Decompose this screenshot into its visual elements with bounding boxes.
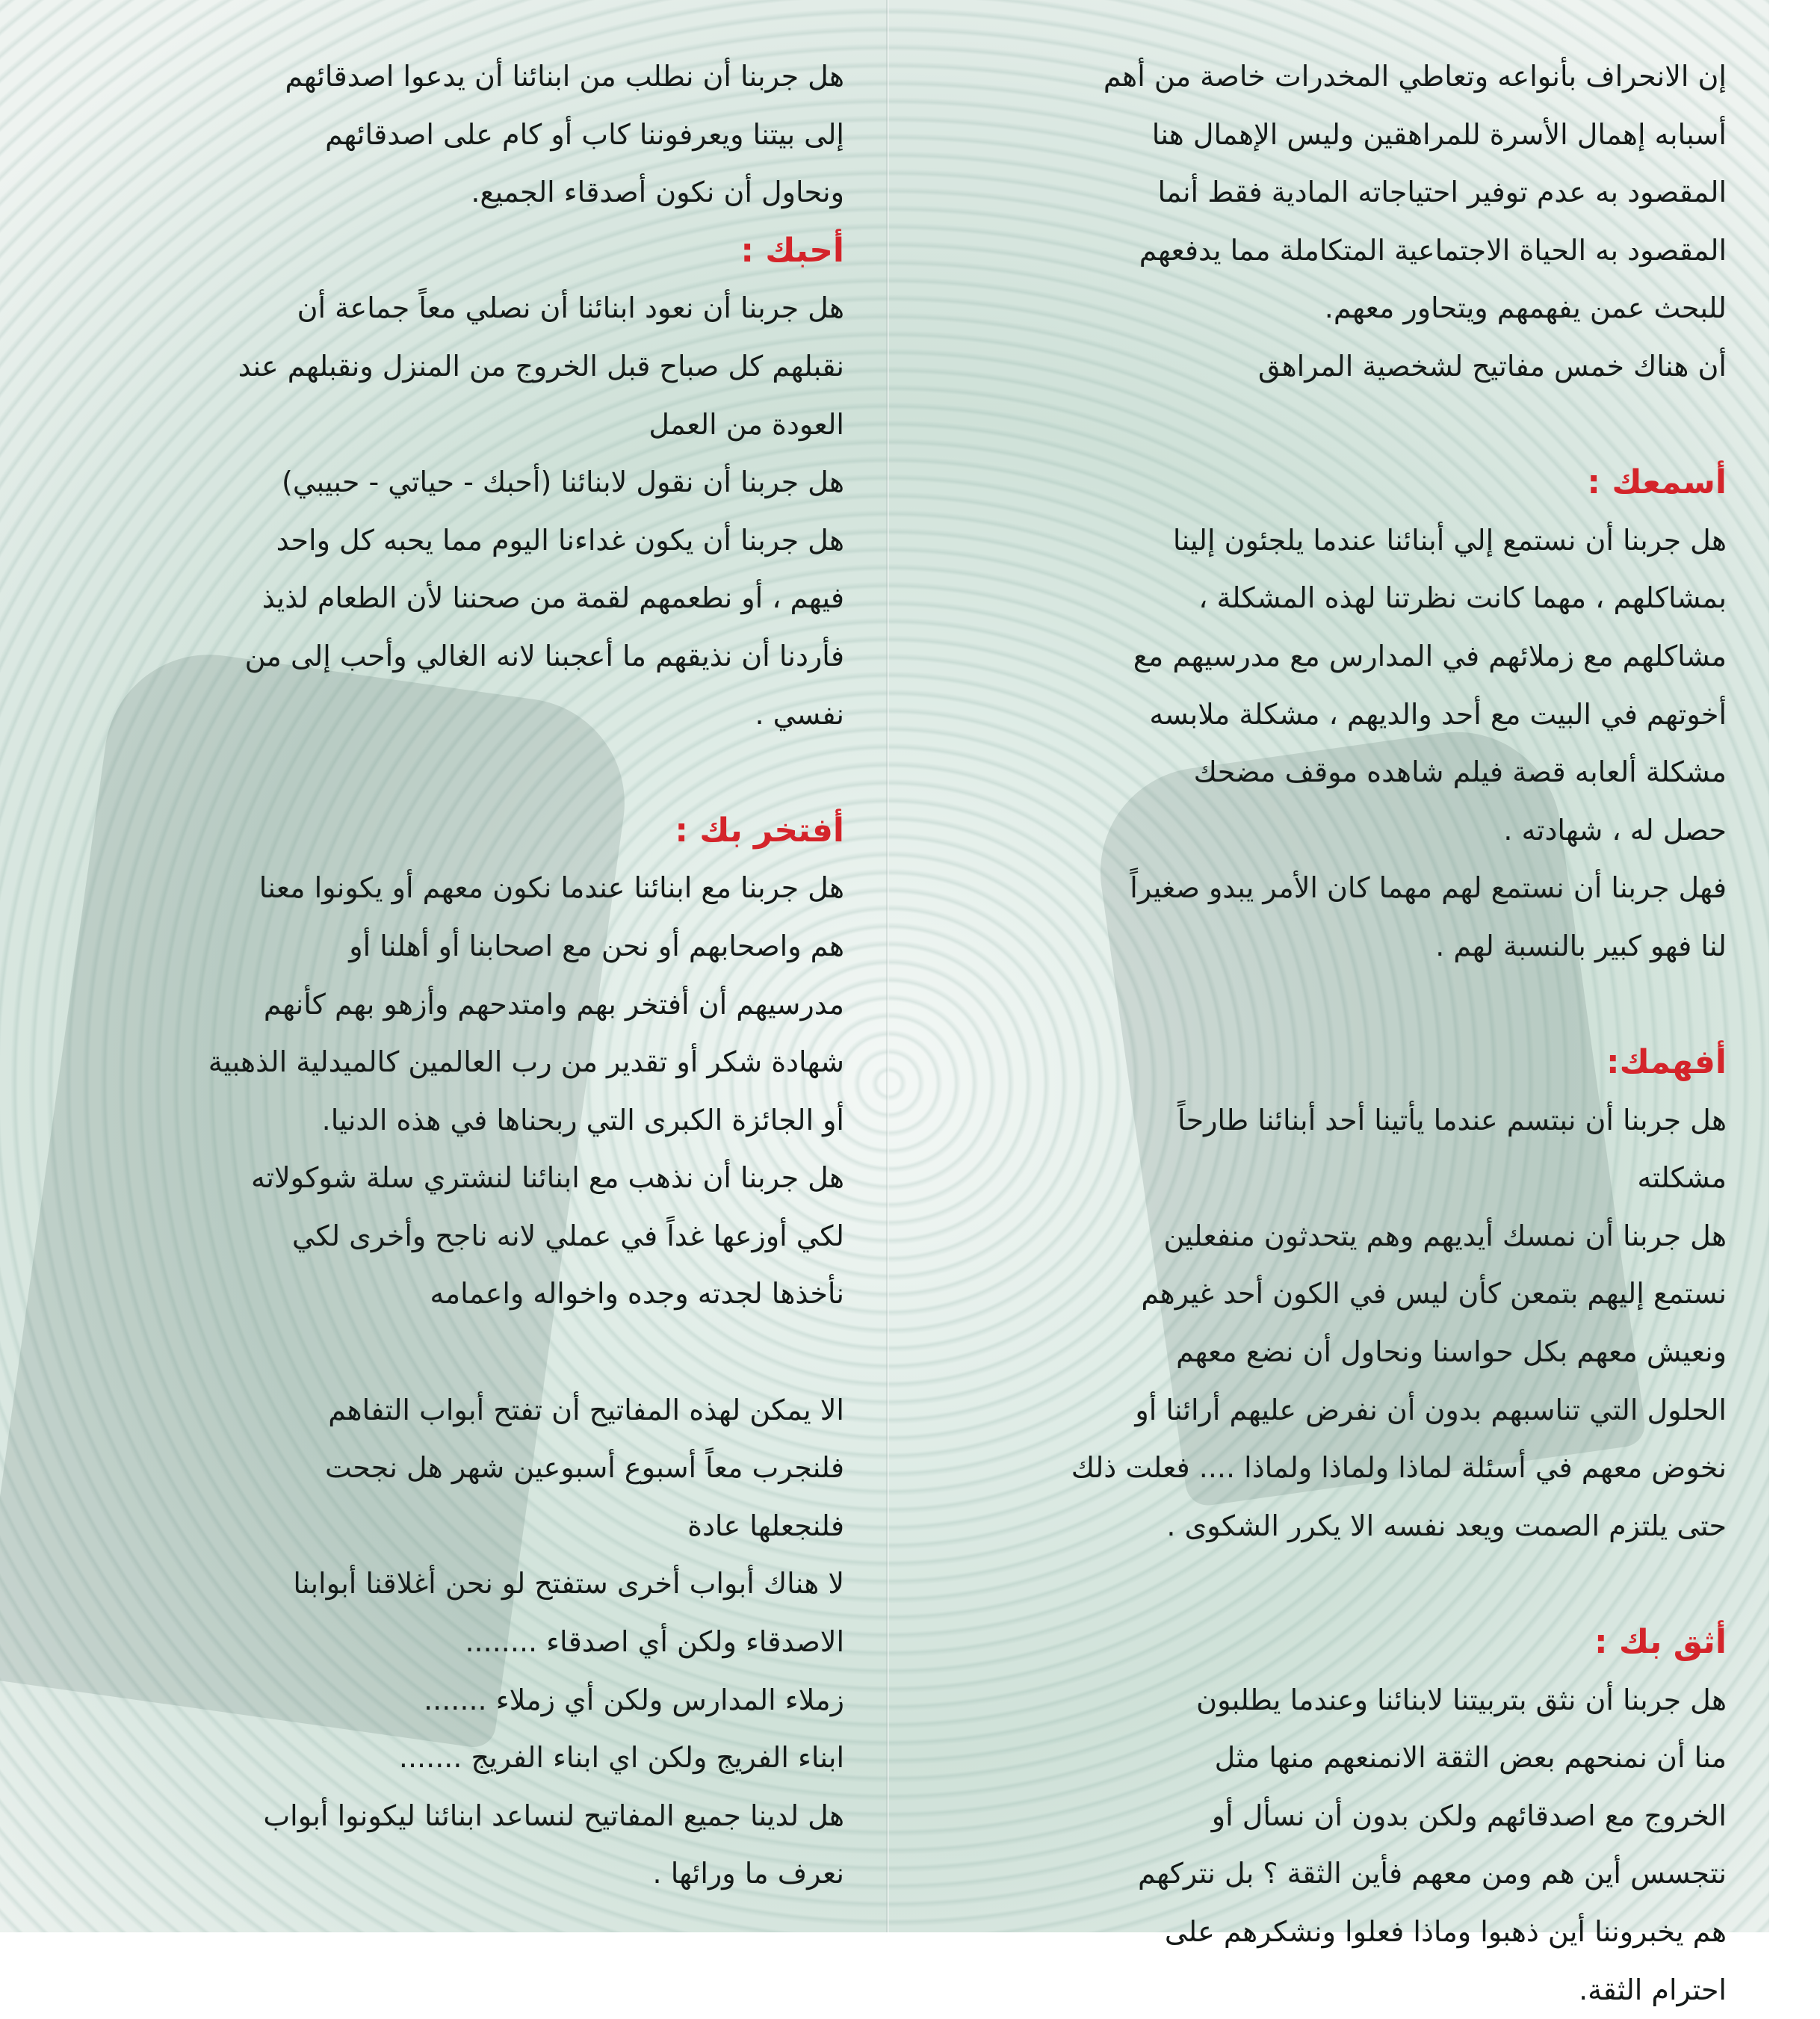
body-line: العودة من العمل <box>649 407 844 441</box>
body-line: هل جربنا مع ابنائنا عندما نكون معهم أو يكونوا معنا <box>259 871 844 905</box>
closing-line: زملاء المدارس ولكن أي زملاء ....... <box>424 1683 844 1716</box>
body-line: مشكلته <box>1637 1161 1727 1195</box>
body-line: هل جربنا أن نستمع إلي أبنائنا عندما يلجئون إلينا <box>1172 523 1727 557</box>
body-line: ونعيش معهم بكل حواسنا ونحاول أن نضع معهم <box>1176 1335 1727 1369</box>
spacer <box>52 1323 844 1382</box>
spacer <box>909 976 1727 1034</box>
body-line: نتجسس أين هم ومن معهم فأين الثقة ؟ بل نتركهم <box>1137 1857 1727 1890</box>
body-line: الخروج مع اصدقائهم ولكن بدون أن نسأل أو <box>1211 1799 1727 1832</box>
spacer <box>52 743 844 802</box>
body-line: احترام الثقة. <box>1579 1973 1727 2006</box>
intro-line: المقصود به عدم توفير احتياجاته المادية فقط أنما <box>1157 176 1727 209</box>
body-line: نأخذها لجدته وجده واخواله واعمامه <box>430 1277 844 1311</box>
left-column <box>52 48 844 1903</box>
intro-line: أن هناك خمس مفاتيح لشخصية المراهق <box>1257 349 1727 383</box>
body-line: لنا فهو كبير بالنسبة لهم . <box>1435 929 1727 962</box>
body-line: أخوتهم في البيت مع أحد والديهم ، مشكلة ملابسه <box>1149 697 1727 731</box>
body-line: هل جربنا أن يكون غداءنا اليوم مما يحبه كل واحد <box>276 523 844 557</box>
body-line: هل جربنا أن نعود ابنائنا أن نصلي معاً جماعة أن <box>297 291 844 325</box>
body-line: مشاكلهم مع زملائهم في المدارس مع مدرسيهم مع <box>1133 639 1727 673</box>
spacer <box>909 396 1727 454</box>
section-heading-proud: أفتخر بك : <box>675 811 844 850</box>
body-line: فيهم ، أو نطعمهم لقمة من صحننا لأن الطعام لذيذ <box>261 581 844 615</box>
section-heading-understand: أفهمك: <box>1606 1043 1727 1082</box>
body-line: حصل له ، شهادته . <box>1503 813 1727 847</box>
body-line: هل جربنا أن نثق بتربيتنا لابنائنا وعندما يطلبون <box>1196 1683 1727 1716</box>
right-column <box>909 48 1727 2019</box>
intro-line: المقصود به الحياة الاجتماعية المتكاملة مما يدفعهم <box>1139 233 1727 267</box>
body-line: هل جربنا أن نبتسم عندما يأتينا أحد أبنائنا طارحاً <box>1177 1103 1727 1137</box>
section-heading-listen: أسمعك : <box>1587 463 1727 502</box>
intro-line: إلى بيتنا ويعرفوننا كاب أو كام على اصدقائهم <box>325 117 844 151</box>
body-line: هل جربنا أن نذهب مع ابنائنا لنشتري سلة شوكولاته <box>251 1161 844 1195</box>
closing-line: الاصدقاء ولكن أي اصدقاء ........ <box>465 1625 844 1659</box>
intro-line: أسبابه إهمال الأسرة للمراهقين وليس الإهمال هنا <box>1151 117 1727 151</box>
body-line: منا أن نمنحهم بعض الثقة الانمنعهم منها مثل <box>1214 1741 1727 1775</box>
body-line: مدرسيهم أن أفتخر بهم وامتدحهم وأزهو بهم كأنهم <box>263 987 844 1021</box>
body-line: نخوض معهم في أسئلة لماذا ولماذا ولماذا .... فعلت ذلك <box>1071 1451 1727 1485</box>
body-line: لكي أوزعها غداً في عملي لانه ناجح وأخرى لكي <box>291 1219 844 1252</box>
closing-line: ابناء الفريج ولكن اي ابناء الفريج ....... <box>398 1741 844 1775</box>
body-line: نقبلهم كل صباح قبل الخروج من المنزل ونقبلهم عند <box>238 349 844 383</box>
spacer <box>909 1555 1727 1613</box>
intro-line: للبحث عمن يفهمهم ويتحاور معهم. <box>1324 291 1727 325</box>
body-line: نفسي . <box>755 697 844 731</box>
body-line: هل جربنا أن نمسك أيديهم وهم يتحدثون منفعلين <box>1163 1219 1727 1252</box>
section-heading-love: أحبك : <box>740 231 844 270</box>
intro-line: ونحاول أن نكون أصدقاء الجميع. <box>471 176 844 209</box>
body-line: فهل جربنا أن نستمع لهم مهما كان الأمر يبدو صغيراً <box>1130 871 1727 905</box>
body-line: هم واصحابهم أو نحن مع اصحابنا أو أهلنا أو <box>349 929 844 962</box>
body-line: نستمع إليهم بتمعن كأن ليس في الكون أحد غيرهم <box>1141 1277 1727 1311</box>
closing-line: الا يمكن لهذه المفاتيح أن تفتح أبواب التفاهم <box>328 1393 844 1426</box>
closing-line: نعرف ما ورائها . <box>652 1857 844 1890</box>
closing-line: هل لدينا جميع المفاتيح لنساعد ابنائنا ليكونوا أبواب <box>263 1799 844 1832</box>
intro-line: هل جربنا أن نطلب من ابنائنا أن يدعوا اصدقائهم <box>285 60 844 93</box>
body-line: حتى يلتزم الصمت ويعد نفسه الا يكرر الشكوى . <box>1166 1509 1727 1542</box>
body-line: الحلول التي تناسبهم بدون أن نفرض عليهم أرائنا أو <box>1135 1393 1727 1426</box>
body-line: هم يخبروننا أين ذهبوا وماذا فعلوا ونشكرهم على <box>1164 1915 1727 1948</box>
body-line: بمشاكلهم ، مهما كانت نظرتنا لهذه المشكلة ، <box>1198 581 1727 615</box>
closing-line: لا هناك أبواب أخرى ستفتح لو نحن أغلاقنا أبوابنا <box>293 1567 844 1601</box>
body-line: أو الجائزة الكبرى التي ربحناها في هذه الدنيا. <box>321 1103 844 1137</box>
center-fold <box>886 0 889 1932</box>
closing-line: فلنجرب معاً أسبوع أسبوعين شهر هل نجحت <box>324 1451 844 1485</box>
body-line: مشكلة ألعابه قصة فيلم شاهده موقف مضحك <box>1193 755 1727 789</box>
body-line: هل جربنا أن نقول لابنائنا (أحبك - حياتي - حبيبي) <box>282 466 844 499</box>
closing-line: فلنجعلها عادة <box>687 1509 844 1542</box>
body-line: شهادة شكر أو تقدير من رب العالمين كالميدلية الذهبية <box>208 1045 844 1079</box>
intro-line: إن الانحراف بأنواعه وتعاطي المخدرات خاصة من أهم <box>1103 60 1727 93</box>
body-line: فأردنا أن نذيقهم ما أعجبنا لانه الغالي وأحب إلى من <box>244 639 844 673</box>
section-heading-trust: أثق بك : <box>1594 1623 1727 1662</box>
